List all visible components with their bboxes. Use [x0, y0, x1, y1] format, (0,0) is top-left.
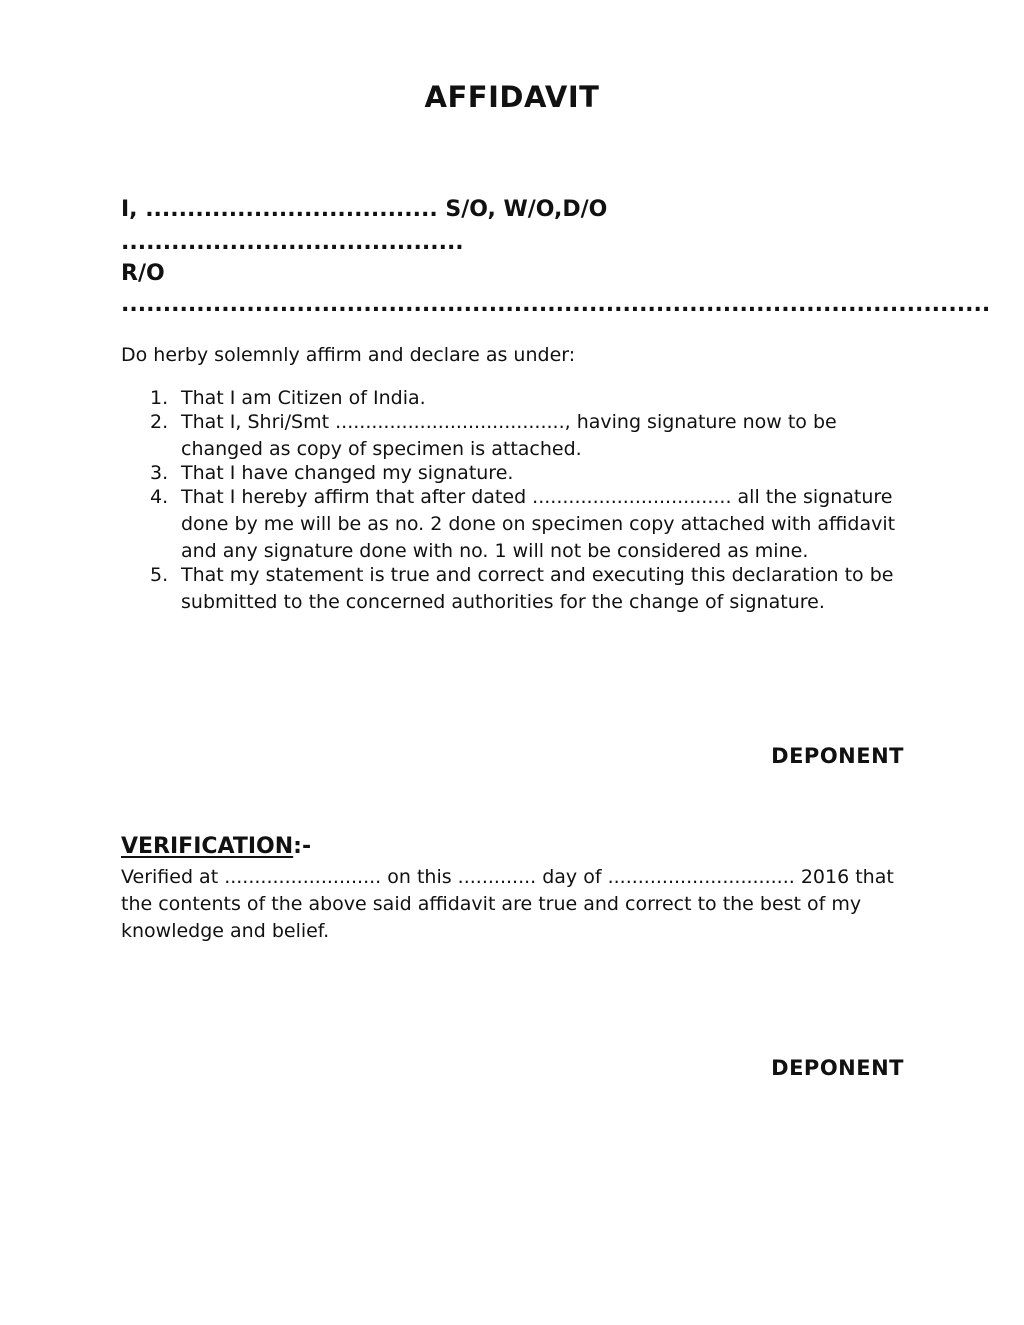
verification-heading — [121, 834, 311, 859]
clause-item — [121, 562, 911, 616]
identity-residence-label: R/O — [121, 261, 165, 286]
verification-heading-suffix: :- — [293, 834, 312, 859]
clause-text: That I, Shri/Smt ......................................, having signature now to be changed as copy of specimen is attached. — [181, 411, 837, 460]
clause-item — [121, 409, 911, 463]
identity-address-line: ........................................................................................................ — [121, 292, 991, 317]
clause-item — [121, 385, 911, 412]
clause-text: That I have changed my signature. — [181, 462, 514, 484]
verification-heading-text: VERIFICATION — [121, 834, 294, 859]
declaration-intro: Do herby solemnly affirm and declare as under: — [121, 344, 576, 366]
clause-number: 2. — [150, 411, 169, 433]
verification-text: Verified at .......................... on this ............. day of ............................... 2016 that the contents of the above said affidavit are true and correct to the best of my knowledge and belief. — [121, 866, 894, 942]
document-title: AFFIDAVIT — [424, 80, 600, 114]
clause-number: 4. — [150, 486, 169, 508]
clause-number: 1. — [150, 387, 169, 409]
deponent-label: DEPONENT — [771, 744, 904, 768]
clause-item — [121, 460, 911, 487]
clause-text: That I am Citizen of India. — [181, 387, 426, 409]
clause-number: 5. — [150, 564, 169, 586]
clause-number: 3. — [150, 462, 169, 484]
clause-item — [121, 484, 911, 565]
clause-text: That I hereby affirm that after dated ................................. all the signature done by me will be as no. 2 done on specimen copy attached with affidavit and any signature done with no. 1 will not be considered as mine. — [181, 486, 896, 562]
deponent-label-verification: DEPONENT — [771, 1056, 904, 1080]
clause-text: That my statement is true and correct and executing this declaration to be submitted to the concerned authorities for the change of signature. — [181, 564, 894, 613]
identity-relation-line: ......................................... — [121, 230, 464, 255]
declaration-clauses — [121, 385, 911, 613]
identity-name-line: I, ................................... S/O, W/O,D/O — [121, 197, 608, 222]
